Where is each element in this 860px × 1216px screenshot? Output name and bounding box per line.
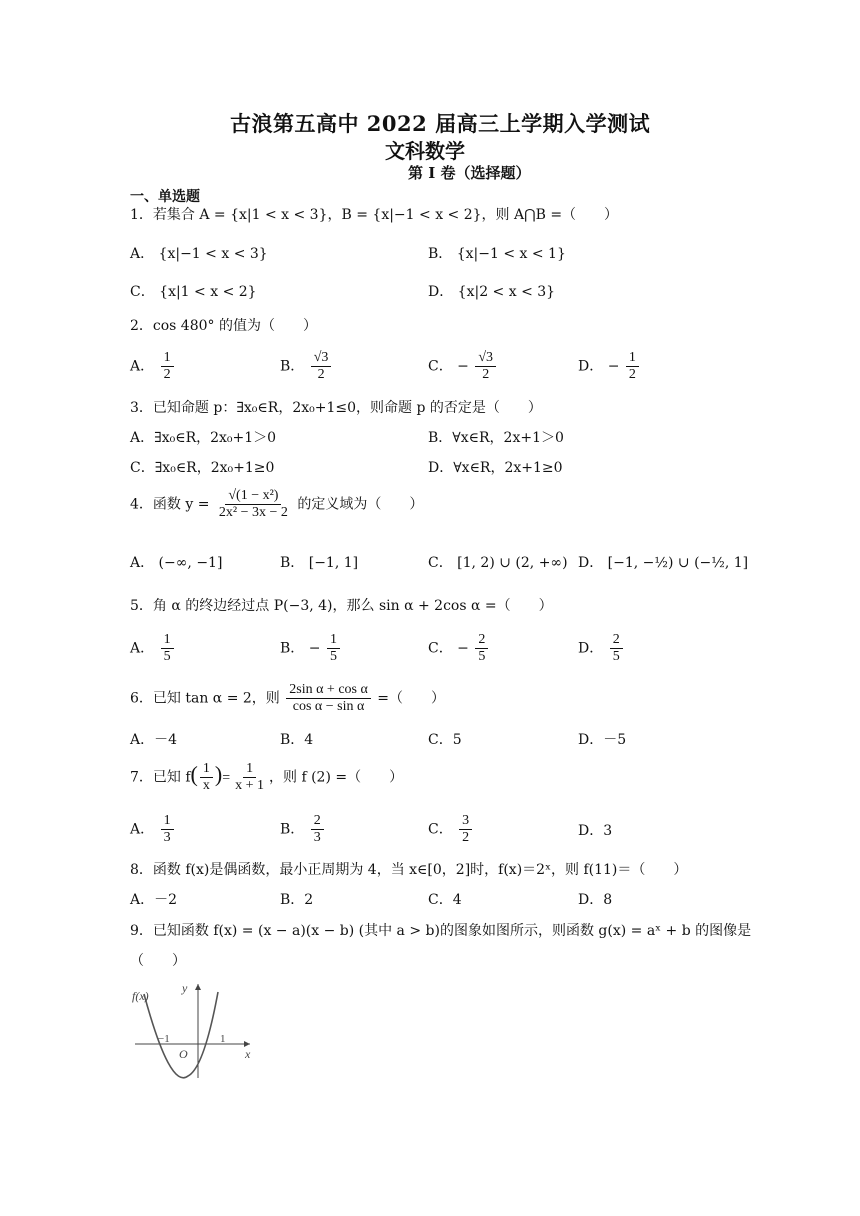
question-9-stem-line-2: （ ）	[130, 953, 186, 969]
numerator: 1	[243, 761, 256, 778]
fraction	[327, 632, 340, 665]
fraction	[161, 632, 174, 665]
fraction	[232, 761, 267, 794]
graph-svg	[130, 980, 260, 1080]
question-1-stem: 1．若集合 A = {x|1 < x < 3}，B = {x|−1 < x < 2}，则 A⋂B =（ ）	[130, 207, 619, 223]
option-label: B．	[280, 821, 305, 838]
fraction	[475, 632, 488, 665]
question-7-option-b	[280, 813, 326, 846]
question-4-option-d: D． [−1, −½) ∪ (−½, 1]	[578, 555, 749, 571]
question-2-stem: 2．cos 480° 的值为（ ）	[130, 318, 317, 334]
x-label: x	[245, 1047, 251, 1061]
numerator: 1	[161, 632, 174, 649]
question-5-option-b	[280, 632, 342, 665]
question-6-option-a: A．－4	[130, 732, 178, 748]
origin-label: O	[179, 1047, 188, 1061]
option-label: D．	[578, 358, 604, 375]
right-paren: )	[214, 761, 223, 787]
denominator: cos α − sin α	[292, 699, 365, 714]
fraction	[200, 761, 213, 794]
question-3-option-a: A．∃x₀∈R，2x₀+1＞0	[130, 430, 277, 446]
option-label: C．	[428, 821, 453, 838]
stem-suffix: ，则 f (2) =（ ）	[269, 769, 404, 786]
numerator: √3	[475, 350, 496, 367]
function-graph-figure	[130, 980, 260, 1080]
option-label: A．	[130, 358, 155, 375]
question-6-option-c: C．5	[428, 732, 462, 748]
question-5-option-a	[130, 632, 176, 665]
numerator: 2	[475, 632, 488, 649]
denominator: 5	[478, 649, 486, 664]
denominator: x + 1	[235, 778, 265, 793]
minus-sign: −	[607, 358, 620, 375]
question-1-option-d: D． {x|2 < x < 3}	[428, 284, 556, 300]
neg-one-label: −1	[158, 1033, 170, 1045]
question-8-option-d: D．8	[578, 892, 613, 908]
denominator: 2	[317, 367, 325, 382]
fraction	[216, 488, 291, 521]
denominator: 2	[628, 367, 636, 382]
question-6-option-d: D．－5	[578, 732, 627, 748]
volume-heading: 第 I 卷（选择题）	[408, 164, 531, 182]
option-label: D．	[578, 640, 604, 657]
stem-prefix: 4．函数 y =	[130, 496, 210, 513]
denominator: 5	[163, 649, 171, 664]
question-6-option-b: B．4	[280, 732, 314, 748]
option-label: C．	[428, 640, 453, 657]
question-3-option-c: C．∃x₀∈R，2x₀+1≥0	[130, 460, 275, 476]
numerator: 1	[327, 632, 340, 649]
minus-sign: −	[308, 640, 321, 657]
fraction	[161, 350, 174, 383]
section-heading: 一、单选题	[130, 189, 200, 205]
question-5-option-d	[578, 632, 625, 665]
question-4-option-c: C． [1, 2) ∪ (2, +∞)	[428, 555, 568, 571]
denominator: 2	[482, 367, 490, 382]
y-axis-arrow	[195, 984, 201, 990]
question-1-option-a: A． {x|−1 < x < 3}	[130, 246, 268, 262]
fraction	[161, 813, 174, 846]
fraction	[626, 350, 639, 383]
numerator: 1	[161, 350, 174, 367]
denominator: 5	[329, 649, 337, 664]
stem-prefix: 6．已知 tan α = 2，则	[130, 690, 280, 707]
question-8-option-c: C．4	[428, 892, 462, 908]
equals-sign: =	[222, 770, 231, 786]
question-8-stem: 8．函数 f(x)是偶函数，最小正周期为 4，当 x∈[0，2]时，f(x)＝2ˣ，则 f(11)＝（ ）	[130, 862, 688, 878]
parabola-curve	[144, 992, 218, 1078]
question-2-option-c	[428, 350, 498, 383]
stem-suffix: 的定义域为（ ）	[297, 496, 424, 513]
stem-suffix: =（ ）	[377, 690, 446, 707]
question-1-option-c: C． {x|1 < x < 2}	[130, 284, 257, 300]
numerator: 1	[161, 813, 174, 830]
exam-subtitle: 文科数学	[385, 139, 465, 163]
left-paren: (	[190, 761, 198, 787]
exam-title: 古浪第五高中 2022 届高三上学期入学测试	[230, 111, 651, 136]
minus-sign: −	[457, 358, 469, 375]
numerator: 3	[459, 813, 472, 830]
denominator: 2x² − 3x − 2	[218, 505, 288, 520]
question-7-stem	[130, 761, 403, 794]
denominator: 2	[163, 367, 171, 382]
question-3-option-b: B．∀x∈R，2x+1＞0	[428, 430, 564, 446]
question-4-option-b: B． [−1, 1]	[280, 555, 359, 571]
option-label: B．	[280, 640, 305, 657]
denominator: 5	[612, 649, 620, 664]
fraction	[459, 813, 472, 846]
y-label: y	[182, 981, 188, 995]
numerator: √3	[311, 350, 332, 367]
fraction	[610, 632, 623, 665]
question-8-option-a: A．－2	[130, 892, 178, 908]
question-7-option-d: D．3	[578, 823, 613, 839]
denominator: 2	[462, 830, 470, 845]
fraction	[311, 813, 324, 846]
question-1-option-b: B． {x|−1 < x < 1}	[428, 246, 566, 262]
numerator: 2	[311, 813, 324, 830]
question-3-stem: 3．已知命题 p：∃x₀∈R，2x₀+1≤0，则命题 p 的否定是（ ）	[130, 400, 542, 416]
question-4-option-a: A． (−∞, −1]	[130, 555, 223, 571]
question-2-option-d	[578, 350, 641, 383]
option-label: C．	[428, 358, 453, 375]
question-9-stem-line-1: 9．已知函数 f(x) = (x − a)(x − b) (其中 a > b)的图象如图所示，则函数 g(x) = aˣ + b 的图像是	[130, 923, 752, 939]
question-5-stem: 5．角 α 的终边经过点 P(−3, 4)，那么 sin α + 2cos α =（ ）	[130, 598, 553, 614]
question-8-option-b: B．2	[280, 892, 314, 908]
option-label: B．	[280, 358, 305, 375]
question-7-option-c	[428, 813, 474, 846]
fraction	[286, 682, 371, 715]
numerator: 2	[610, 632, 623, 649]
numerator: 1	[626, 350, 639, 367]
question-6-stem	[130, 682, 445, 715]
numerator: 1	[200, 761, 213, 778]
question-3-option-d: D．∀x∈R，2x+1≥0	[428, 460, 563, 476]
fraction	[311, 350, 332, 383]
question-2-option-a	[130, 350, 176, 383]
f-label: f(x)	[132, 989, 149, 1003]
question-7-option-a	[130, 813, 176, 846]
fraction	[475, 350, 496, 383]
stem-prefix: 7．已知 f	[130, 769, 191, 786]
one-label: 1	[220, 1033, 226, 1045]
question-5-option-c	[428, 632, 490, 665]
denominator: x	[202, 778, 210, 793]
question-4-stem	[130, 488, 423, 521]
minus-sign: −	[457, 640, 469, 657]
option-label: A．	[130, 640, 155, 657]
denominator: 3	[163, 830, 171, 845]
question-2-option-b	[280, 350, 333, 383]
numerator: √(1 − x²)	[225, 488, 281, 505]
denominator: 3	[313, 830, 321, 845]
option-label: A．	[130, 821, 155, 838]
numerator: 2sin α + cos α	[286, 682, 371, 699]
